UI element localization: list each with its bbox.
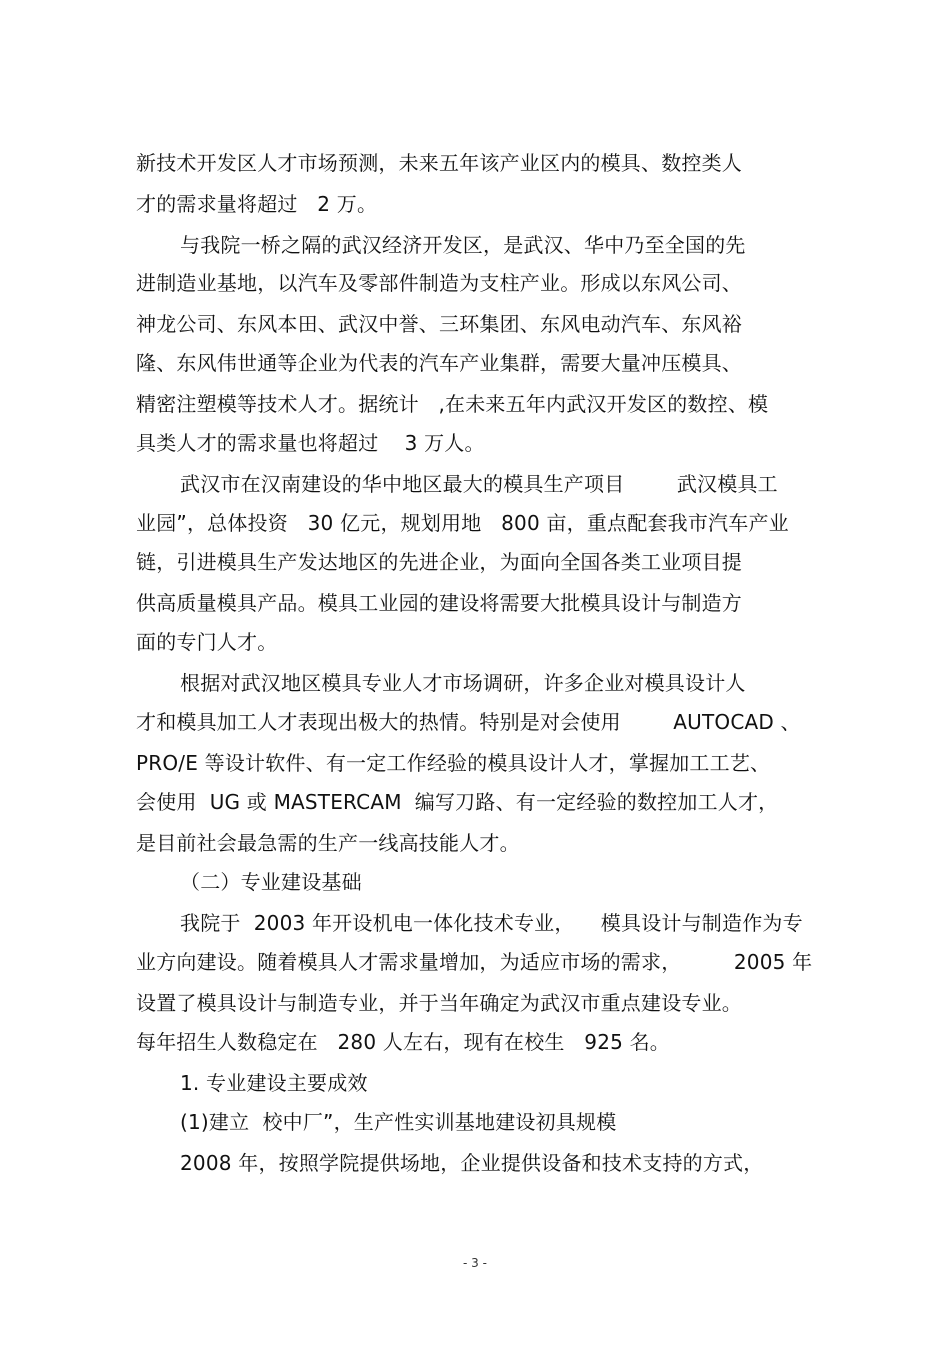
text-line: 会使用 UG 或 MASTERCAM 编写刀路、有一定经验的数控加工人才， <box>136 790 779 814</box>
text-line: 2008 年，按照学院提供场地，企业提供设备和技术支持的方式， <box>180 1151 764 1175</box>
text-line: 武汉市在汉南建设的华中地区最大的模具生产项目 武汉模具工 <box>180 472 778 496</box>
text-line: 设置了模具设计与制造专业，并于当年确定为武汉市重点建设专业。 <box>136 991 742 1015</box>
text-line: 是目前社会最急需的生产一线高技能人才。 <box>136 831 520 855</box>
text-line: 面的专门人才。 <box>136 630 278 654</box>
text-line: PRO/E 等设计软件、有一定工作经验的模具设计人才，掌握加工工艺、 <box>136 751 771 775</box>
text-line: 精密注塑模等技术人才。据统计 ,在未来五年内武汉开发区的数控、模 <box>136 392 769 416</box>
page-number: - 3 - <box>463 1256 487 1270</box>
text-line: 业方向建设。随着模具人才需求量增加，为适应市场的需求， 2005 年 <box>136 950 813 974</box>
text-line: 根据对武汉地区模具专业人才市场调研，许多企业对模具设计人 <box>180 671 746 695</box>
section-heading: （二）专业建设基础 <box>180 870 362 894</box>
text-line: 业园”，总体投资 30 亿元，规划用地 800 亩，重点配套我市汽车产业 <box>136 511 789 535</box>
text-line: 才的需求量将超过 2 万。 <box>136 192 378 216</box>
text-line: 每年招生人数稳定在 280 人左右，现有在校生 925 名。 <box>136 1030 671 1054</box>
text-line: 新技术开发区人才市场预测，未来五年该产业区内的模具、数控类人 <box>136 151 742 175</box>
text-line: 才和模具加工人才表现出极大的热情。特别是对会使用 AUTOCAD 、 <box>136 710 801 734</box>
text-line: 进制造业基地，以汽车及零部件制造为支柱产业。形成以东风公司、 <box>136 271 742 295</box>
text-line: 隆、东风伟世通等企业为代表的汽车产业集群，需要大量冲压模具、 <box>136 351 742 375</box>
text-line: 链，引进模具生产发达地区的先进企业，为面向全国各类工业项目提 <box>136 550 742 574</box>
text-line: 与我院一桥之隔的武汉经济开发区，是武汉、华中乃至全国的先 <box>180 233 746 257</box>
text-line: 具类人才的需求量也将超过 3 万人。 <box>136 431 485 455</box>
text-line: 神龙公司、东风本田、武汉中誉、三环集团、东风电动汽车、东风裕 <box>136 312 742 336</box>
subsection-heading: (1)建立 校中厂”，生产性实训基地建设初具规模 <box>180 1110 617 1134</box>
text-line: 供高质量模具产品。模具工业园的建设将需要大批模具设计与制造方 <box>136 591 742 615</box>
text-line: 我院于 2003 年开设机电一体化技术专业， 模具设计与制造作为专 <box>180 911 803 935</box>
subsection-heading: 1. 专业建设主要成效 <box>180 1071 368 1095</box>
